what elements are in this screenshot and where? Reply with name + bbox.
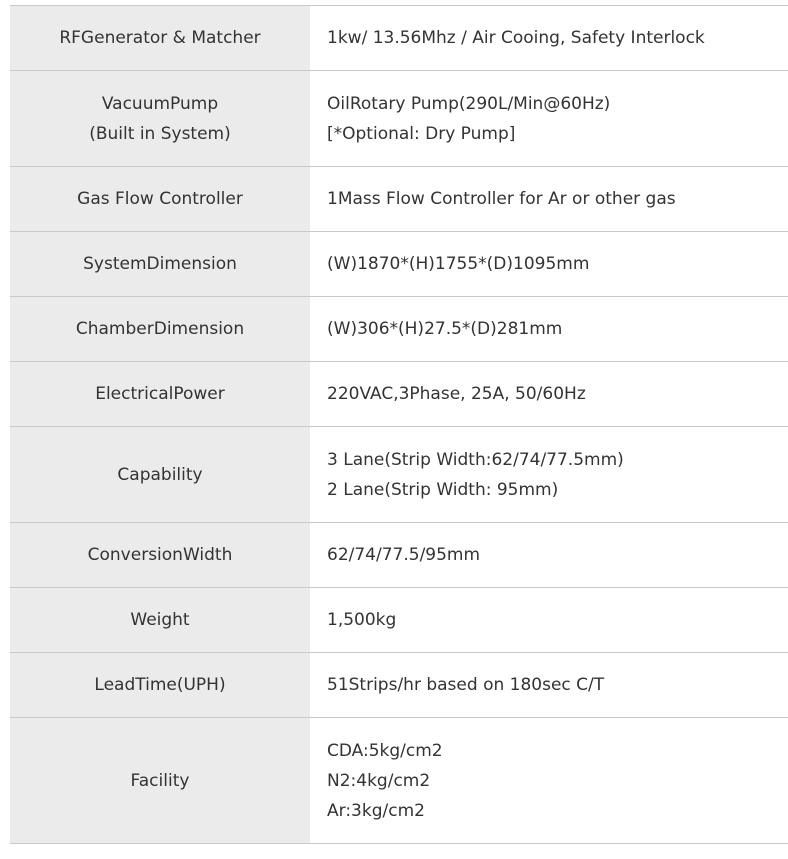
spec-row	[10, 362, 788, 427]
spec-label	[10, 588, 310, 653]
spec-value	[310, 6, 788, 71]
spec-row	[10, 167, 788, 232]
spec-label	[10, 6, 310, 71]
spec-value	[310, 653, 788, 718]
spec-value	[310, 523, 788, 588]
spec-label-line: Facility	[130, 770, 190, 791]
spec-value-line: 220VAC,3Phase, 25A, 50/60Hz	[327, 384, 586, 404]
spec-label-line: ConversionWidth	[87, 545, 233, 565]
spec-value	[310, 362, 788, 427]
spec-value-line: 1kw/ 13.56Mhz / Air Cooing, Safety Interlock	[327, 28, 705, 48]
spec-label	[10, 653, 310, 718]
spec-label-line: (Built in System)	[89, 123, 231, 144]
spec-label	[10, 362, 310, 427]
spec-label	[10, 167, 310, 232]
spec-value	[310, 167, 788, 232]
spec-value-line: 3 Lane(Strip Width:62/74/77.5mm)	[327, 449, 624, 470]
spec-row	[10, 6, 788, 71]
spec-value-line: 1,500kg	[327, 610, 397, 630]
spec-label	[10, 297, 310, 362]
spec-row	[10, 232, 788, 297]
spec-value	[310, 232, 788, 297]
spec-value	[310, 71, 788, 167]
spec-value-line: CDA:5kg/cm2	[327, 740, 443, 761]
spec-value	[310, 297, 788, 362]
spec-row	[10, 588, 788, 653]
spec-row	[10, 297, 788, 362]
spec-label-line: Gas Flow Controller	[77, 189, 243, 209]
spec-label-line: VacuumPump	[101, 93, 219, 114]
spec-value	[310, 427, 788, 523]
spec-label	[10, 427, 310, 523]
spec-label-line: ChamberDimension	[75, 319, 245, 339]
spec-value-line: 2 Lane(Strip Width: 95mm)	[327, 479, 559, 500]
spec-label-line: Capability	[117, 464, 203, 485]
spec-value	[310, 718, 788, 844]
spec-label	[10, 71, 310, 167]
spec-row	[10, 523, 788, 588]
spec-value-line: 1Mass Flow Controller for Ar or other gas	[327, 189, 676, 209]
spec-label-line: Weight	[130, 610, 190, 630]
spec-label	[10, 232, 310, 297]
spec-table	[10, 5, 788, 844]
spec-label-line: LeadTime(UPH)	[94, 675, 226, 695]
spec-table-body	[10, 6, 788, 844]
spec-value-line: (W)306*(H)27.5*(D)281mm	[327, 319, 563, 339]
spec-value-line: 62/74/77.5/95mm	[327, 545, 481, 565]
spec-row	[10, 71, 788, 167]
spec-row	[10, 653, 788, 718]
spec-row	[10, 718, 788, 844]
spec-value-line: Ar:3kg/cm2	[327, 800, 425, 821]
spec-label	[10, 718, 310, 844]
spec-value-line: [*Optional: Dry Pump]	[327, 123, 516, 144]
spec-label-line: ElectricalPower	[95, 384, 225, 404]
spec-value-line: (W)1870*(H)1755*(D)1095mm	[327, 254, 590, 274]
spec-row	[10, 427, 788, 523]
spec-value	[310, 588, 788, 653]
spec-value-line: OilRotary Pump(290L/Min@60Hz)	[327, 93, 611, 114]
spec-label	[10, 523, 310, 588]
spec-label-line: RFGenerator & Matcher	[59, 28, 261, 48]
spec-value-line: 51Strips/hr based on 180sec C/T	[327, 675, 605, 695]
spec-label-line: SystemDimension	[83, 254, 237, 274]
spec-value-line: N2:4kg/cm2	[327, 770, 431, 791]
